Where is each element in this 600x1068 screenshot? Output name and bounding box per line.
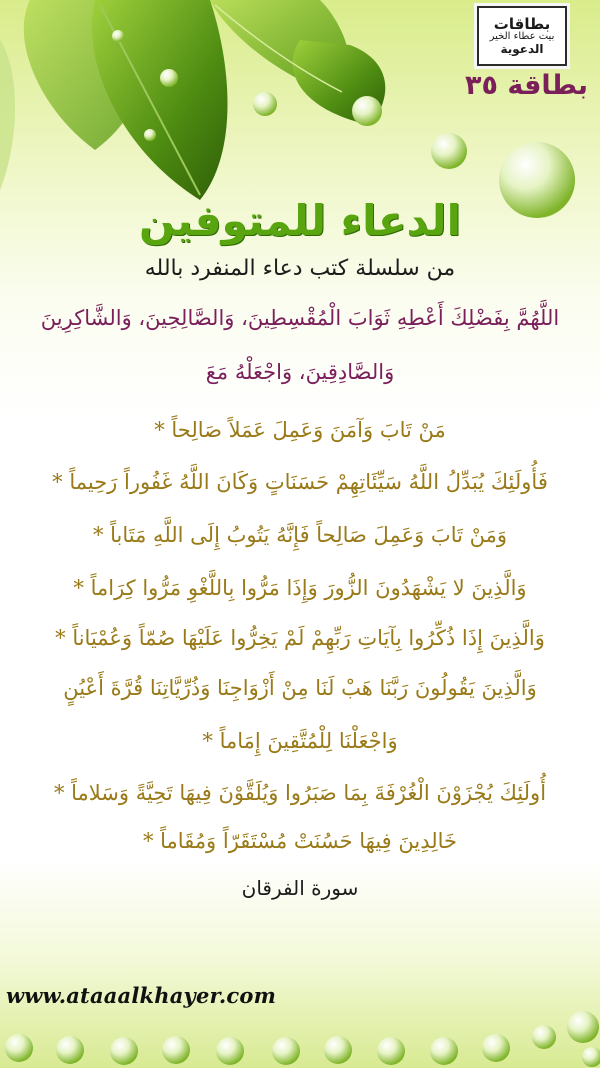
verse-line: خَالِدِينَ فِيهَا حَسُنَتْ مُسْتَقَرّاً وَمُقَاماً * — [142, 829, 458, 853]
leaf-shapes — [0, 0, 385, 200]
intro-line: اللَّهُمَّ بِفَضْلِكَ أَعْطِهِ ثَوَابَ الْمُقْسِطِينَ، وَالصَّالِحِينَ، وَالشَّاكِرِينَ — [40, 306, 560, 330]
logo — [477, 6, 567, 66]
verse-line: فَأُولَئِكَ يُبَدِّلُ اللَّهُ سَيِّئَاتِهِمْ حَسَنَاتٍ وَكَانَ اللَّهُ غَفُوراً رَحِيماً * — [52, 470, 548, 494]
logo-line-2: بيت عطاء الخير — [489, 31, 555, 43]
surah-source: سورة الفرقان — [241, 876, 359, 900]
verse-line: مَنْ تَابَ وَآمَنَ وَعَمِلَ عَمَلاً صَالِحاً * — [154, 418, 446, 442]
verse-line: وَالَّذِينَ إِذَا ذُكِّرُوا بِآيَاتِ رَبِّهِمْ لَمْ يَخِرُّوا عَلَيْهَا صُمّاً وَعُمْيَاناً * — [55, 626, 545, 650]
intro-line: وَالصَّادِقِينَ، وَاجْعَلْهُ مَعَ — [205, 360, 395, 384]
subtitle: من سلسلة كتب دعاء المنفرد بالله — [144, 256, 456, 281]
verse-line: وَالَّذِينَ يَقُولُونَ رَبَّنَا هَبْ لَنَا مِنْ أَزْوَاجِنَا وَذُرِّيَّاتِنَا قُرَّةَ أَعْيُنٍ — [63, 676, 537, 700]
verse-line: وَاجْعَلْنَا لِلْمُتَّقِينَ إِمَاماً * — [202, 729, 398, 753]
card-number: بطاقة ٣٥ — [465, 70, 588, 101]
page-title: الدعاء للمتوفين — [139, 196, 461, 245]
verse-line: أُولَئِكَ يُجْزَوْنَ الْغُرْفَةَ بِمَا صَبَرُوا وَيُلَقَّوْنَ فِيهَا تَحِيَّةً وَسَلاماً * — [53, 781, 547, 805]
verse-line: وَالَّذِينَ لا يَشْهَدُونَ الزُّورَ وَإِذَا مَرُّوا بِاللَّغْوِ مَرُّوا كِرَاماً * — [73, 576, 527, 600]
verse-line: وَمَنْ تَابَ وَعَمِلَ صَالِحاً فَإِنَّهُ يَتُوبُ إِلَى اللَّهِ مَتَاباً * — [92, 523, 507, 547]
website-link[interactable]: www.ataaalkhayer.com — [6, 983, 276, 1008]
logo-line-1: بطاقات — [493, 14, 551, 33]
logo-line-3: الدعوية — [500, 41, 544, 56]
water-drop-icon — [5, 1011, 600, 1067]
